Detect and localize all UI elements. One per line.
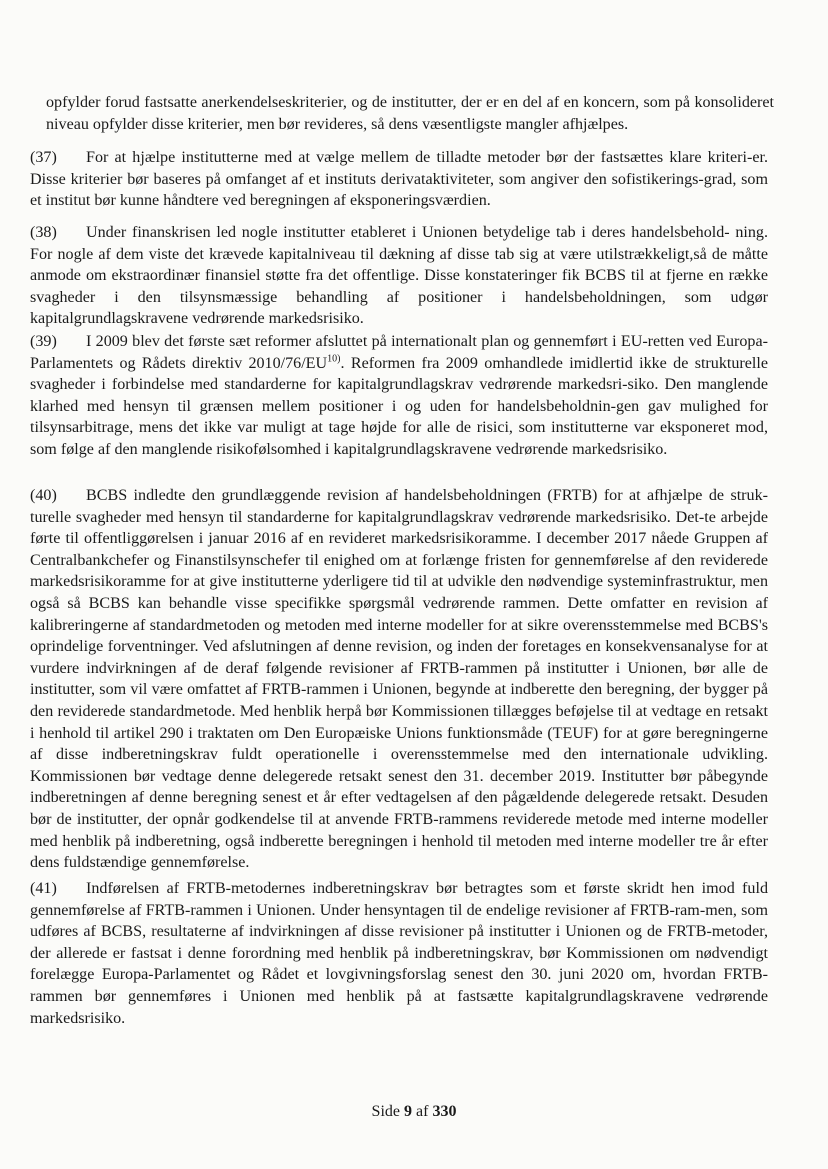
page-footer — [0, 1103, 828, 1121]
current-page-number: 9 — [404, 1103, 412, 1120]
recital-39 — [30, 331, 768, 461]
recital-text: Under finanskrisen led nogle institutter etableret i Unionen betydelige tab i deres handelsbehold- ning. For nogle af dem viste det krævede kapitalniveau til dækning af disse tab sig at være utilstrækkeligt,så de måtte anmode om ekstraordinær finansiel støtte fra det offentlige. Disse konstateringer fik BCBS til at fjerne en række svagheder i den tilsynsmæssige behandling af positioner i handelsbeholdningen, som udgør kapitalgrundlagskravene vedrørende markedsrisiko. — [30, 224, 768, 328]
recital-41 — [30, 878, 768, 1029]
recital-number: (41) — [30, 880, 57, 897]
recital-number: (38) — [30, 224, 57, 241]
recital-text: BCBS indledte den grundlæggende revision af handelsbeholdningen (FRTB) for at afhjælpe de struk-turelle svagheder med hensyn til standarderne for kapitalgrundlagskrav vedrørende markedsrisiko. Det-te arbejde førte til offentliggørelsen i januar 2016 af en revideret markedsrisikoramme. I december 2017 nåede Gruppen af Centralbankchefer og Finanstilsynschefer til enighed om at forlænge fristen for gennemførelse af den reviderede markedsrisikoramme for at give institutterne yderligere tid til at udvikle den nødvendige systeminfrastruktur, men også så BCBS kan behandle visse specifikke spørgsmål vedrørende rammen. Dette omfatter en revision af kalibreringerne af standardmetoden og metoden med interne modeller for at sikre overensstemmelse med BCBS's oprindelige forventninger. Ved afslutningen af denne revision, og inden der foretages en konsekvensanalyse for at vurdere indvirkningen af de deraf følgende revisioner af FRTB-rammen på institutter i Unionen, bør alle de institutter, som vil være omfattet af FRTB-rammen i Unionen, begynde at indberette den beregning, der bygger på den reviderede standardmetode. Med henblik herpå bør Kommissionen tillægges beføjelse til at vedtage en retsakt i henhold til artikel 290 i traktaten om Den Europæiske Unions funktionsmåde (TEUF) for at gøre beregningerne af disse indberetningskrav fuldt operationelle i overensstemmelse med den internationale udvikling. Kommissionen bør vedtage denne delegerede retsakt senest den 31. december 2019. Institutter bør påbegynde indberetningen af denne beregning senest et år efter vedtagelsen af den pågældende delegerede retsakt. Desuden bør de institutter, der opnår godkendelse til at anvende FRTB-rammens reviderede metode med interne modeller med henblik på indberetning, også indberette beregningen i henhold til metoden med interne modeller tre år efter dens fuldstændige gennemførelse. — [30, 487, 768, 872]
recital-text: For at hjælpe institutterne med at vælge mellem de tilladte metoder bør der fastsættes klare kriteri-er. Disse kriterier bør baseres på omfanget af et instituts derivataktiviteter, som angiver den sofistikerings-grad, som et institut bør kunne håndtere ved beregningen af eksponeringsværdien. — [30, 149, 768, 210]
recital-40 — [30, 485, 768, 874]
recital-text-part-1: I 2009 blev det første sæt reformer afsluttet på internationalt plan og gennemført i EU-retten ved Europa-Parlamentets og Rådets direktiv 2010/76/EU — [30, 333, 768, 372]
recital-37 — [30, 147, 768, 212]
recital-38 — [30, 222, 768, 330]
page-of-label: af — [416, 1103, 429, 1120]
total-pages: 330 — [432, 1103, 457, 1120]
recital-number: (37) — [30, 149, 57, 166]
recital-text: Indførelsen af FRTB-metodernes indberetningskrav bør betragtes som et første skridt hen imod fuld gennemførelse af FRTB-rammen i Unionen. Under hensyntagen til de endelige revisioner af FRTB-ram-men, som udføres af BCBS, resultaterne af indvirkningen af disse revisioner på institutter i Unionen og de FRTB-metoder, der allerede er fastsat i denne forordning med henblik på indberetningskrav, bør Kommissionen om nødvendigt forelægge Europa-Parlamentet og Rådet et lovgivningsforslag senest den 30. juni 2020 om, hvordan FRTB-rammen bør gennemføres i Unionen med henblik på at fastsætte kapitalgrundlagskravene vedrørende markedsrisiko. — [30, 880, 768, 1027]
footnote-reference: 10) — [327, 353, 341, 365]
recital-number: (39) — [30, 333, 57, 350]
continued-paragraph: opfylder forud fastsatte anerkendelseskriterier, og de institutter, der er en del af en koncern, som på konsolideret niveau opfylder disse kriterier, men bør revideres, så dens væsentligste mangler afhjælpes. — [46, 94, 774, 133]
page-label: Side — [371, 1103, 400, 1120]
recital-text-part-2: . Reformen fra 2009 omhandlede imidlertid ikke de strukturelle svagheder i forbindelse med standarderne for kapitalgrundlagskrav vedrørende markedsri-siko. Den manglende klarhed med hensyn til grænsen mellem positioner i og uden for handelsbeholdnin-gen gav mulighed for tilsynsarbitrage, mens det ikke var muligt at tage højde for alle de risici, som institutterne var eksponeret mod, som følge af den manglende risikofølsomhed i kapitalgrundlagskravene vedrørende markedsrisiko. — [30, 354, 768, 458]
recital-number: (40) — [30, 487, 57, 504]
